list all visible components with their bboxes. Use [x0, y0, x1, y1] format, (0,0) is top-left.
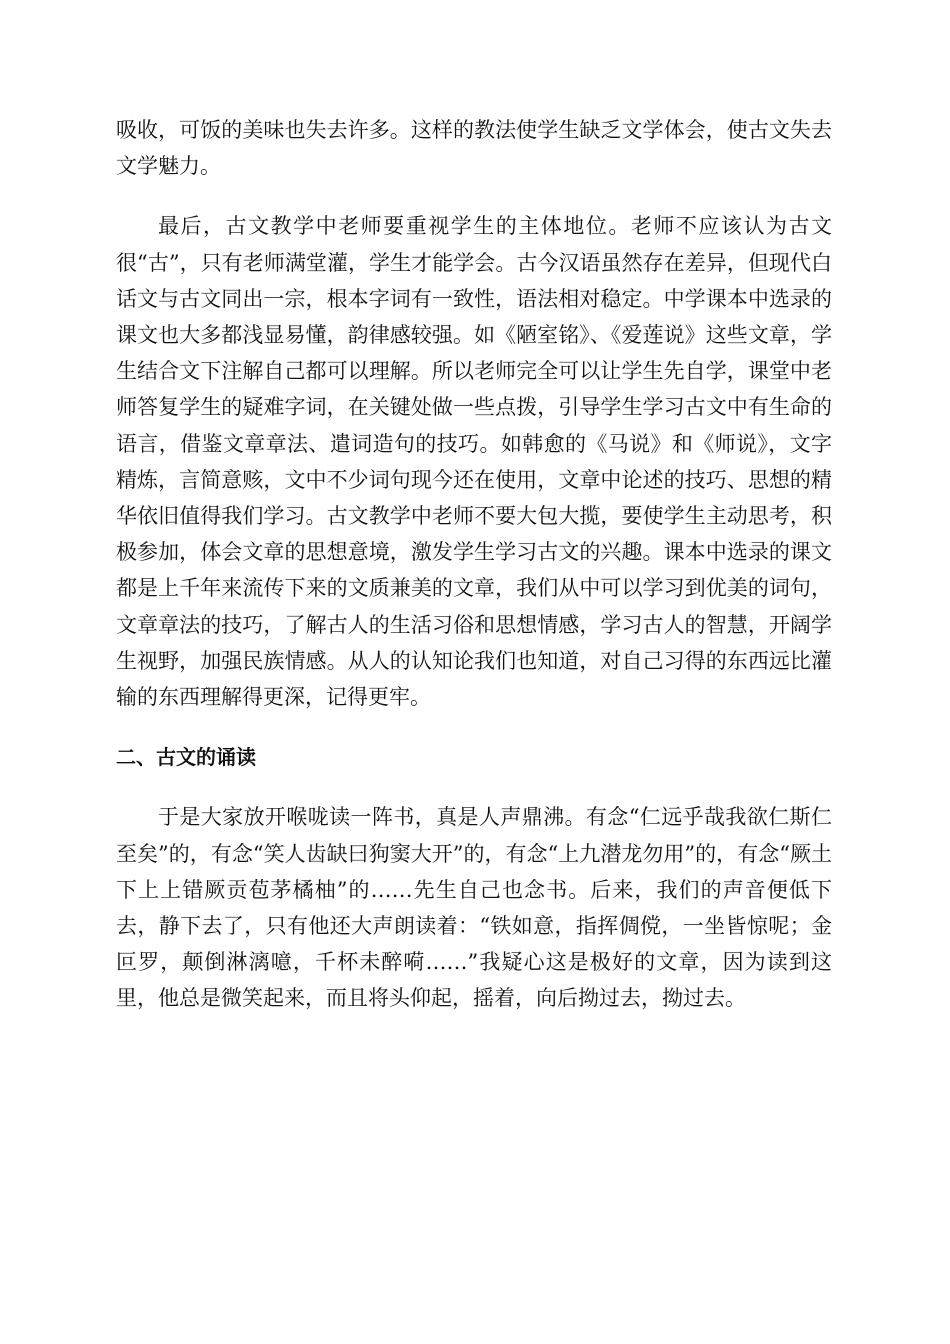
document-page — [116, 112, 832, 1017]
paragraph-recitation: 于是大家放开喉咙读一阵书，真是人声鼎沸。有念“仁远乎哉我欲仁斯仁至矣”的，有念“笑人齿缺曰狗窦大开”的，有念“上九潜龙勿用”的，有念“厥土下上上错厥贡苞茅橘柚”的……先生自己也念书。后来，我们的声音便低下去，静下去了，只有他还大声朗读着：“铁如意，指挥倜傥，一坐皆惊呢；金叵罗，颠倒淋漓噫，千杯未醉嗬……”我疑心这是极好的文章，因为读到这里，他总是微笑起来，而且将头仰起，摇着，向后拗过去，拗过去。 — [116, 805, 832, 1011]
paragraph-continuation: 吸收，可饭的美味也失去许多。这样的教法使学生缺乏文学体会，使古文失去文学魅力。 — [116, 118, 832, 179]
section-heading: 二、古文的诵读 — [116, 745, 256, 770]
paragraph-teacher-role: 最后，古文教学中老师要重视学生的主体地位。老师不应该认为古文很“古”，只有老师满堂灌，学生才能学会。古今汉语虽然存在差异，但现代白话文与古文同出一宗，根本字词有一致性，语法相对稳定。中学课本中选录的课文也大多都浅显易懂，韵律感较强。如《陋室铭》、《爱莲说》这些文章，学生结合文下注解自己都可以理解。所以老师完全可以让学生先自学，课堂中老师答复学生的疑难字词，在关键处做一些点拨，引导学生学习古文中有生命的语言，借鉴文章章法、遣词造句的技巧。如韩愈的《马说》和《师说》，文字精炼，言简意赅，文中不少词句现今还在使用，文章中论述的技巧、思想的精华依旧值得我们学习。古文教学中老师不要大包大揽，要使学生主动思考，积极参加，体会文章的思想意境，激发学生学习古文的兴趣。课本中选录的课文都是上千年来流传下来的文质兼美的文章，我们从中可以学习到优美的词句，文章章法的技巧，了解古人的生活习俗和思想情感，学习古人的智慧，开阔学生视野，加强民族情感。从人的认知论我们也知道，对自己习得的东西远比灌输的东西理解得更深，记得更牢。 — [116, 214, 832, 710]
